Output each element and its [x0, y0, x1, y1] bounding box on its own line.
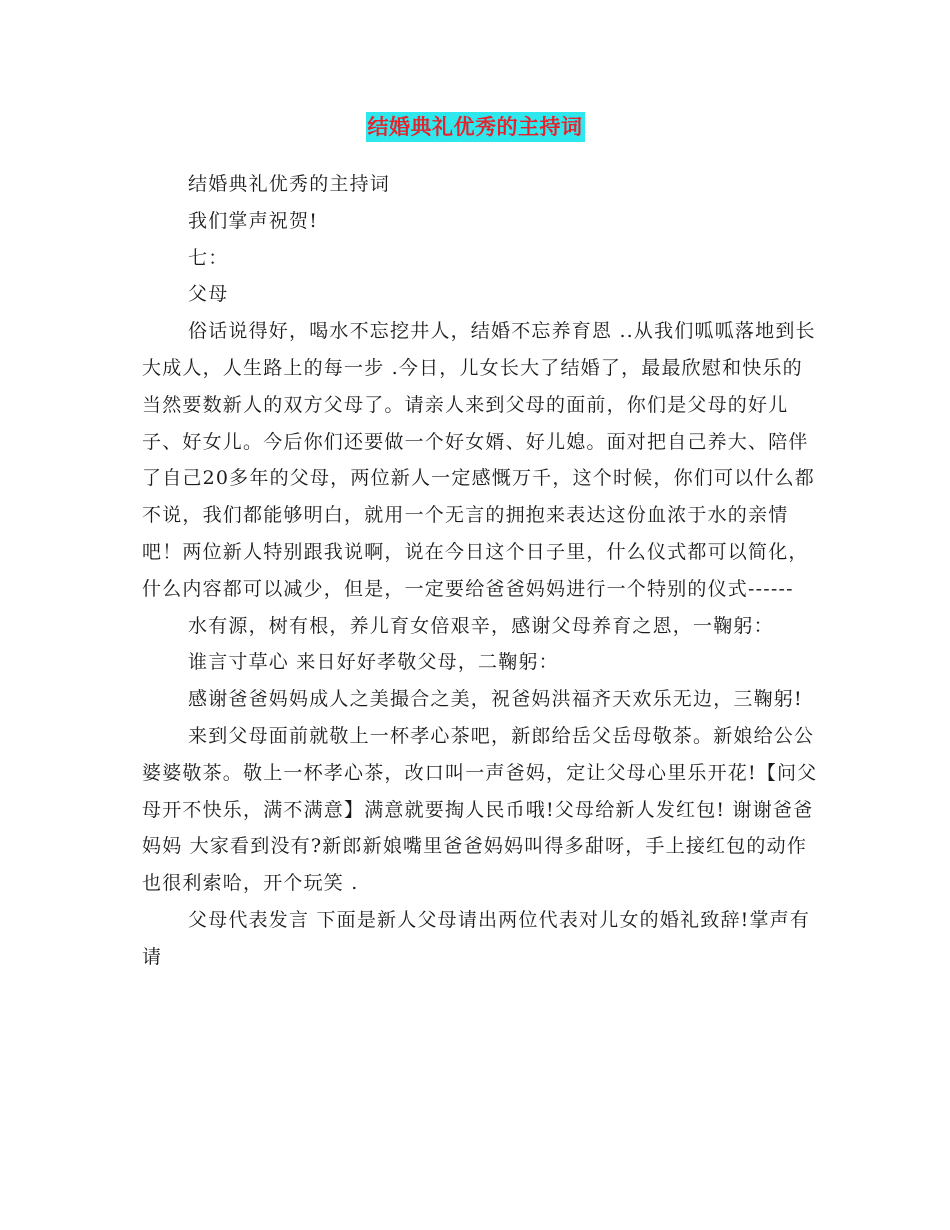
applause-line: 我们掌声祝贺!: [188, 209, 319, 232]
paragraph-parents-intro: 俗话说得好，喝水不忘挖井人，结婚不忘养育恩 ..从我们呱呱落地到长大成人，人生路上的每一步 .今日，儿女长大了结婚了，最最欣慰和快乐的当然要数新人的双方父母了。请亲人来到父母的面前，你们是父母的好儿子、好女儿。今后你们还要做一个好女婿、好儿媳。面对把自己养大、陪伴了自己20多年的父母，两位新人一定感慨万千，这个时候，你们可以什么都不说，我们都能够明白，就用一个无言的拥抱来表达这份血浓于水的亲情吧！两位新人特别跟我说啊，说在今日这个日子里，什么仪式都可以简化，什么内容都可以减少，但是，一定要给爸爸妈妈进行一个特别的仪式------: [142, 320, 816, 600]
subtitle-line: 结婚典礼优秀的主持词: [188, 173, 391, 195]
title-container: [0, 112, 950, 142]
paragraph-tea-ceremony: 来到父母面前就敬上一杯孝心茶吧，新郎给岳父岳母敬茶。新娘给公公婆婆敬茶。敬上一杯孝心茶，改口叫一声爸妈，定让父母心里乐开花!【问父母开不快乐，满不满意】满意就要掏人民币哦!父母给新人发红包! 谢谢爸爸妈妈 大家看到没有?新郎新娘嘴里爸爸妈妈叫得多甜呀，手上接红包的动作也很利索哈，开个玩笑 .: [142, 724, 818, 895]
document-body: [142, 166, 822, 976]
document-title: 结婚典礼优秀的主持词: [366, 112, 585, 142]
section-heading-line: 父母: [188, 283, 229, 306]
paragraph-second-bow: 谁言寸草心 来日好好孝敬父母，二鞠躬：: [188, 651, 559, 674]
section-number-line: 七：: [188, 246, 229, 269]
paragraph-parent-speech: 父母代表发言 下面是新人父母请出两位代表对儿女的婚礼致辞!掌声有请: [142, 908, 811, 968]
paragraph-first-bow: 水有源，树有根，养儿育女倍艰辛，感谢父母养育之恩，一鞠躬：: [188, 614, 774, 637]
paragraph-third-bow: 感谢爸爸妈妈成人之美撮合之美，祝爸妈洪福齐天欢乐无边，三鞠躬!: [188, 688, 803, 711]
